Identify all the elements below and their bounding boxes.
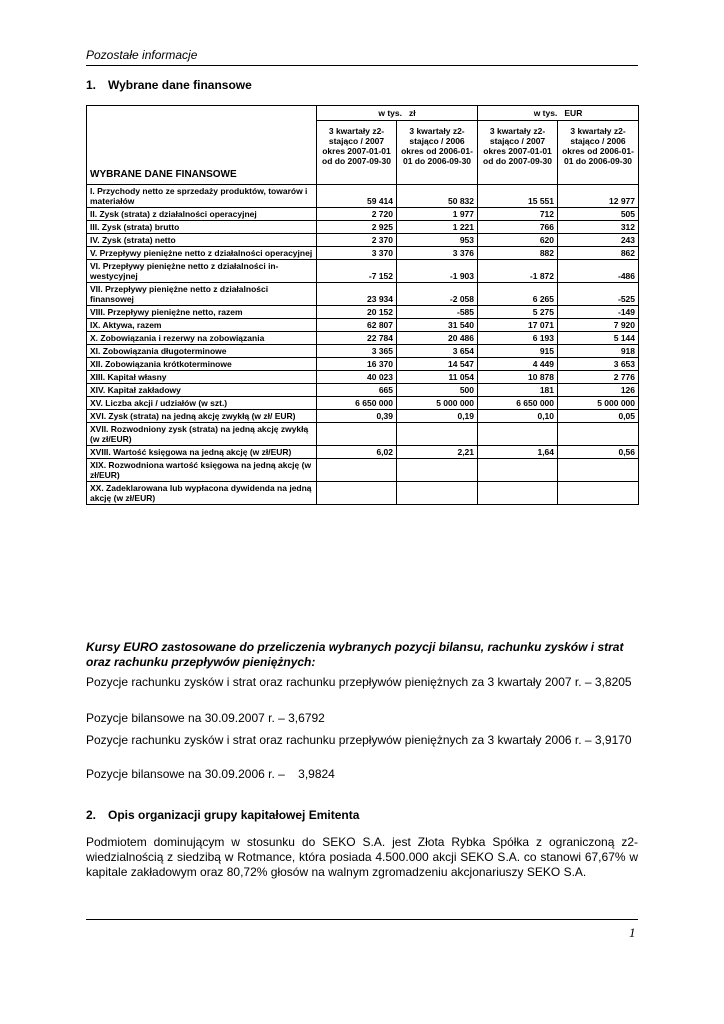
row-value: 6 265: [478, 283, 558, 306]
row-value: 10 878: [478, 371, 558, 384]
page-header: Pozostałe informacje: [86, 47, 638, 66]
row-value: 50 832: [397, 185, 478, 208]
row-value: 0,05: [558, 410, 639, 423]
table-row: [87, 283, 639, 306]
unit-pln: w tys. zł: [317, 106, 478, 121]
section-2-number: 2.: [86, 808, 97, 822]
row-value: [558, 459, 639, 482]
row-label: VIII. Przepływy pieniężne netto, razem: [87, 306, 317, 319]
rate-paragraph-1: Pozycje rachunku zysków i strat oraz rachunku przepływów pieniężnych za 3 kwartały 2007 r. – 3,8205: [86, 675, 632, 689]
table-body: [87, 185, 639, 505]
rate-paragraph-2: Pozycje bilansowe na 30.09.2007 r. – 3,6792: [86, 711, 325, 725]
section-2-heading: [86, 808, 359, 822]
row-value: 882: [478, 247, 558, 260]
row-value: 23 934: [317, 283, 397, 306]
column-header: 3 kwartały z2-stająco / 2007 okres 2007-01-01 od do 2007-09-30: [317, 121, 397, 185]
row-value: 6,02: [317, 446, 397, 459]
row-value: 918: [558, 345, 639, 358]
column-header: 3 kwartały z2-stająco / 2006 okres od 2006-01-01 do 2006-09-30: [558, 121, 639, 185]
row-value: 1,64: [478, 446, 558, 459]
row-value: 6 193: [478, 332, 558, 345]
table-row: [87, 358, 639, 371]
row-value: 953: [397, 234, 478, 247]
row-label: XIX. Rozwodniona wartość księgowa na jedną akcję (w zł/EUR): [87, 459, 317, 482]
row-label: II. Zysk (strata) z działalności operacyjnej: [87, 208, 317, 221]
row-value: 0,39: [317, 410, 397, 423]
table-row: [87, 446, 639, 459]
section-2-title: Opis organizacji grupy kapitałowej Emitenta: [108, 808, 360, 822]
row-value: -525: [558, 283, 639, 306]
row-value: 62 807: [317, 319, 397, 332]
row-value: 181: [478, 384, 558, 397]
row-value: -1 903: [397, 260, 478, 283]
table-row: [87, 247, 639, 260]
row-label: X. Zobowiązania i rezerwy na zobowiązania: [87, 332, 317, 345]
column-header: 3 kwartały z2-stająco / 2006 okres od 2006-01-01 do 2006-09-30: [397, 121, 478, 185]
section-1-title: Wybrane dane finansowe: [108, 78, 252, 92]
row-value: 2 720: [317, 208, 397, 221]
row-value: 59 414: [317, 185, 397, 208]
table-row: [87, 482, 639, 505]
row-value: 0,10: [478, 410, 558, 423]
row-value: -149: [558, 306, 639, 319]
table-row: [87, 260, 639, 283]
row-value: 20 152: [317, 306, 397, 319]
row-value: 6 650 000: [478, 397, 558, 410]
table-unit-row: [87, 106, 639, 121]
row-value: 11 054: [397, 371, 478, 384]
row-value: 3 370: [317, 247, 397, 260]
row-value: [317, 459, 397, 482]
table-row: [87, 234, 639, 247]
row-value: 1 221: [397, 221, 478, 234]
row-value: 243: [558, 234, 639, 247]
row-value: [478, 482, 558, 505]
row-value: 1 977: [397, 208, 478, 221]
rate-paragraph-4: Pozycje bilansowe na 30.09.2006 r. – 3,9824: [86, 767, 335, 781]
row-label: XVII. Rozwodniony zysk (strata) na jedną akcję zwykłą (w zł/EUR): [87, 423, 317, 446]
row-value: 4 449: [478, 358, 558, 371]
table-row: [87, 208, 639, 221]
row-label: XI. Zobowiązania długoterminowe: [87, 345, 317, 358]
table-row: [87, 371, 639, 384]
section-2-body: Podmiotem dominującym w stosunku do SEKO S.A. jest Złota Rybka Spółka z ograniczoną z2-wiedzialnością z siedzibą w Rotmance, która posiada 4.500.000 akcji SEKO S.A. co stanowi 67,67% w kapitale zakładowym oraz 80,72% głosów na walnym zgromadzeniu akcjonariuszy SEKO S.A.: [86, 835, 638, 879]
row-value: 0,19: [397, 410, 478, 423]
row-label: IV. Zysk (strata) netto: [87, 234, 317, 247]
row-value: -1 872: [478, 260, 558, 283]
row-value: 2,21: [397, 446, 478, 459]
row-label: XIV. Kapitał zakładowy: [87, 384, 317, 397]
row-label: XX. Zadeklarowana lub wypłacona dywidenda na jedną akcję (w zł/EUR): [87, 482, 317, 505]
row-value: 915: [478, 345, 558, 358]
table-row: [87, 397, 639, 410]
row-value: -2 058: [397, 283, 478, 306]
row-value: 12 977: [558, 185, 639, 208]
row-value: 40 023: [317, 371, 397, 384]
table-row: [87, 384, 639, 397]
row-value: 312: [558, 221, 639, 234]
row-label: III. Zysk (strata) brutto: [87, 221, 317, 234]
row-value: 22 784: [317, 332, 397, 345]
row-value: 665: [317, 384, 397, 397]
row-value: [558, 423, 639, 446]
row-value: 3 365: [317, 345, 397, 358]
row-value: -585: [397, 306, 478, 319]
row-value: 31 540: [397, 319, 478, 332]
row-label: XII. Zobowiązania krótkoterminowe: [87, 358, 317, 371]
row-value: 3 653: [558, 358, 639, 371]
footer-divider: [86, 919, 638, 920]
row-value: 5 275: [478, 306, 558, 319]
table-row: [87, 332, 639, 345]
row-value: 126: [558, 384, 639, 397]
row-value: 500: [397, 384, 478, 397]
row-value: 712: [478, 208, 558, 221]
row-value: [558, 482, 639, 505]
row-value: 2 776: [558, 371, 639, 384]
row-value: 2 370: [317, 234, 397, 247]
table-row: [87, 459, 639, 482]
row-value: 862: [558, 247, 639, 260]
financial-data-table: [86, 105, 639, 505]
section-1-number: 1.: [86, 78, 97, 92]
row-value: 3 654: [397, 345, 478, 358]
row-value: 620: [478, 234, 558, 247]
row-value: 2 925: [317, 221, 397, 234]
table-row: [87, 319, 639, 332]
table-row: [87, 185, 639, 208]
column-header: 3 kwartały z2-stająco / 2007 okres 2007-01-01 od do 2007-09-30: [478, 121, 558, 185]
row-value: 3 376: [397, 247, 478, 260]
row-value: -486: [558, 260, 639, 283]
row-value: 5 000 000: [558, 397, 639, 410]
row-label: VI. Przepływy pieniężne netto z działalności in-westycyjnej: [87, 260, 317, 283]
row-value: 7 920: [558, 319, 639, 332]
row-value: [397, 459, 478, 482]
row-value: 15 551: [478, 185, 558, 208]
row-label: XVIII. Wartość księgowa na jedną akcję (w zł/EUR): [87, 446, 317, 459]
table-row: [87, 423, 639, 446]
row-label: XIII. Kapitał własny: [87, 371, 317, 384]
row-value: 6 650 000: [317, 397, 397, 410]
row-value: [397, 423, 478, 446]
row-value: [397, 482, 478, 505]
page-number: 1: [629, 925, 636, 940]
row-value: [317, 423, 397, 446]
row-value: 20 486: [397, 332, 478, 345]
row-value: 0,56: [558, 446, 639, 459]
row-value: [317, 482, 397, 505]
table-row: [87, 345, 639, 358]
row-value: 16 370: [317, 358, 397, 371]
row-value: [478, 459, 558, 482]
table-row: [87, 306, 639, 319]
row-value: 14 547: [397, 358, 478, 371]
row-value: [478, 423, 558, 446]
row-label: XVI. Zysk (strata) na jedną akcję zwykłą (w zł/ EUR): [87, 410, 317, 423]
row-value: 5 000 000: [397, 397, 478, 410]
row-label: V. Przepływy pieniężne netto z działalności operacyjnej: [87, 247, 317, 260]
row-value: -7 152: [317, 260, 397, 283]
row-label: I. Przychody netto ze sprzedaży produktów, towarów i materiałów: [87, 185, 317, 208]
row-label: VII. Przepływy pieniężne netto z działalności finansowej: [87, 283, 317, 306]
row-value: 17 071: [478, 319, 558, 332]
table-row: [87, 410, 639, 423]
row-value: 5 144: [558, 332, 639, 345]
row-value: 505: [558, 208, 639, 221]
rate-paragraph-3: Pozycje rachunku zysków i strat oraz rachunku przepływów pieniężnych za 3 kwartały 2006 r. – 3,9170: [86, 733, 632, 747]
exchange-rate-note: Kursy EURO zastosowane do przeliczenia wybranych pozycji bilansu, rachunku zysków i strat oraz rachunku przepływów pieniężnych:: [86, 640, 624, 669]
section-1-heading: [86, 78, 252, 92]
row-label: XV. Liczba akcji / udziałów (w szt.): [87, 397, 317, 410]
row-label: IX. Aktywa, razem: [87, 319, 317, 332]
unit-eur: w tys. EUR: [478, 106, 639, 121]
row-value: 766: [478, 221, 558, 234]
table-row-header: WYBRANE DANE FINANSOWE: [87, 106, 317, 185]
table-row: [87, 221, 639, 234]
